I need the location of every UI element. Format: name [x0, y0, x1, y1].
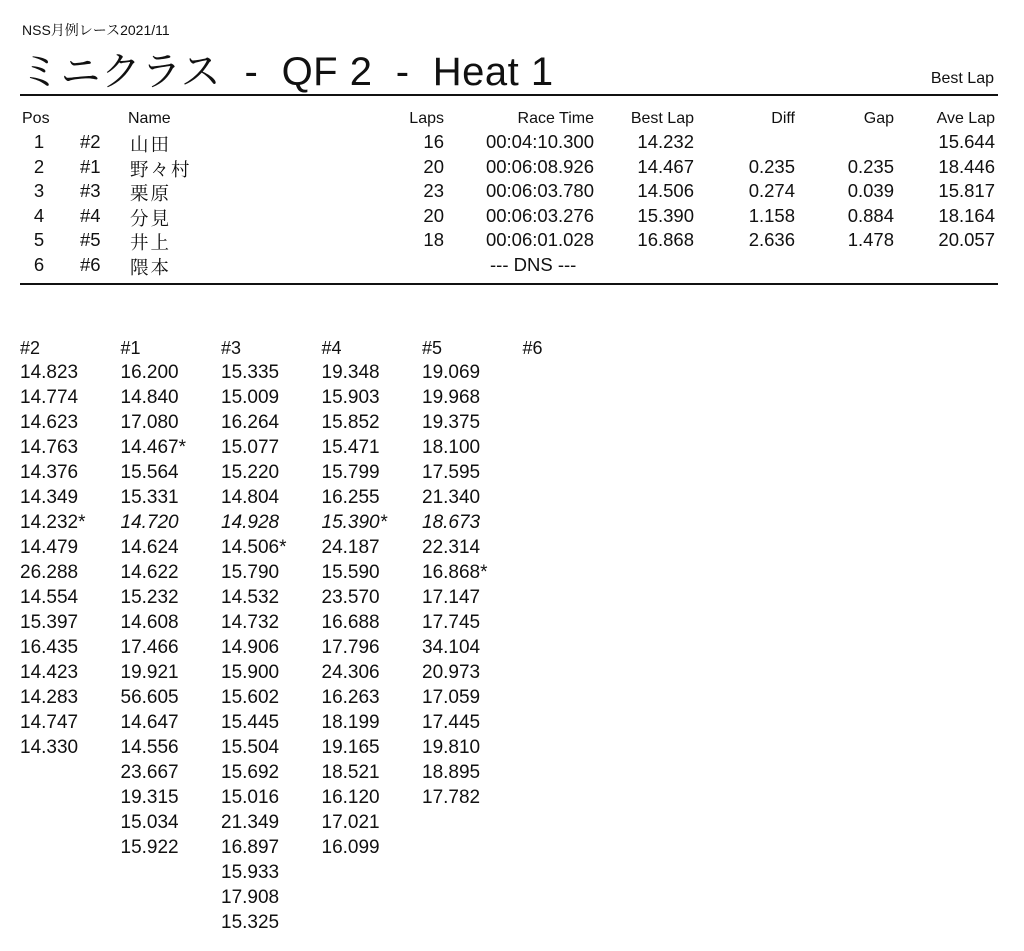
lap-time-cell: 14.376: [20, 462, 79, 483]
best-lap-note: Best Lap: [930, 70, 994, 87]
lap-time-cell: 16.897: [221, 837, 280, 858]
lap-column: [523, 338, 623, 362]
lap-time-cell: 26.288: [20, 562, 79, 583]
lap-column: [322, 338, 422, 862]
lap-time-cell: 14.467*: [120, 437, 187, 458]
lap-time-cell: 21.340: [422, 487, 481, 508]
result-laps: 23: [423, 180, 444, 201]
lap-time-cell: 14.906: [221, 637, 280, 658]
lap-time-cell: 15.933: [221, 862, 280, 883]
lap-time-cell: 14.747: [20, 712, 79, 733]
result-best-lap: 14.506: [637, 180, 694, 201]
lap-time-cell: 17.445: [422, 712, 481, 733]
lap-time-cell: 15.922: [120, 837, 179, 858]
result-car-number: #4: [80, 204, 101, 226]
lap-time-cell: 17.782: [422, 787, 481, 808]
result-best-lap: 15.390: [637, 204, 694, 226]
lap-time-cell: 16.099: [321, 837, 380, 858]
result-diff: 0.235: [748, 155, 795, 177]
result-car-number: #3: [80, 180, 101, 201]
result-driver-name: 井上: [130, 232, 172, 253]
lap-time-cell: 15.390*: [321, 512, 388, 533]
result-diff: 1.158: [748, 204, 795, 226]
lap-time-cell: 14.479: [20, 537, 79, 558]
header-rule: [20, 94, 998, 96]
result-race-time: 00:06:03.780: [485, 180, 594, 201]
result-driver-name: 山田: [130, 134, 172, 155]
result-pos: 1: [33, 131, 45, 152]
result-laps: 20: [423, 204, 444, 226]
lap-time-cell: 16.255: [321, 487, 380, 508]
result-diff: 2.636: [748, 229, 795, 250]
lap-time-cell: 15.232: [120, 587, 179, 608]
result-pos: 6: [33, 253, 45, 275]
lap-time-cell: 20.973: [422, 662, 481, 683]
lap-time-cell: 15.790: [221, 562, 280, 583]
lap-time-cell: 15.016: [221, 787, 280, 808]
lap-time-cell: 19.348: [321, 362, 380, 383]
lap-time-cell: 23.570: [321, 587, 380, 608]
lap-time-cell: 18.100: [422, 437, 481, 458]
result-car-number: #1: [80, 155, 101, 177]
result-pos: 5: [33, 229, 45, 250]
lap-time-cell: 23.667: [120, 762, 179, 783]
results-header: [0, 110, 1024, 130]
result-car-number: #2: [80, 131, 101, 152]
result-diff: 0.274: [748, 180, 795, 201]
result-best-lap: 14.467: [637, 155, 694, 177]
lap-time-cell: 14.232*: [20, 512, 86, 533]
lap-time-cell: 18.895: [422, 762, 481, 783]
lap-time-cell: 16.120: [321, 787, 380, 808]
result-driver-name: 隈本: [130, 256, 172, 278]
lap-time-cell: 15.692: [221, 762, 280, 783]
results-table: [0, 131, 1024, 278]
result-laps: 18: [423, 229, 444, 250]
lap-time-cell: 17.080: [120, 412, 179, 433]
lap-time-cell: 15.504: [221, 737, 280, 758]
lap-time-cell: 15.397: [20, 612, 79, 633]
lap-time-cell: 16.264: [221, 412, 280, 433]
lap-column: [422, 338, 522, 812]
result-car-number: #6: [80, 253, 101, 275]
result-gap: 1.478: [847, 229, 894, 250]
lap-time-cell: 17.466: [120, 637, 179, 658]
lap-time-cell: 14.774: [20, 387, 79, 408]
result-row-dns: [0, 254, 1024, 279]
result-row: [0, 156, 1024, 181]
lap-time-cell: 14.349: [20, 487, 79, 508]
result-row: [0, 131, 1024, 156]
lap-time-cell: 14.423: [20, 662, 79, 683]
lap-time-cell: 18.199: [321, 712, 380, 733]
lap-time-cell: 15.335: [221, 362, 280, 383]
lap-time-cell: 56.605: [120, 687, 179, 708]
lap-time-cell: 15.009: [221, 387, 280, 408]
column-header-ave-lap: Ave Lap: [936, 110, 995, 127]
lap-time-cell: 19.968: [422, 387, 481, 408]
report-title: ミニクラス - QF 2 - Heat 1: [20, 50, 554, 94]
result-car-number: #5: [80, 229, 101, 250]
lap-time-cell: 14.556: [120, 737, 179, 758]
report-subtitle: NSS月例レース2021/11: [22, 22, 170, 38]
lap-time-cell: 19.315: [120, 787, 179, 808]
lap-time-cell: 19.375: [422, 412, 481, 433]
result-gap: 0.235: [847, 155, 894, 177]
lap-time-cell: 15.034: [120, 812, 179, 833]
lap-time-cell: 15.220: [221, 462, 280, 483]
lap-time-cell: 14.928: [221, 512, 280, 533]
result-ave-lap: 18.446: [938, 155, 995, 177]
lap-column: [121, 338, 221, 862]
column-header-diff: Diff: [771, 110, 795, 127]
lap-time-cell: 15.331: [120, 487, 179, 508]
lap-time-cell: 14.623: [20, 412, 79, 433]
lap-time-cell: 15.325: [221, 912, 280, 933]
result-pos: 2: [33, 155, 45, 177]
lap-time-cell: 22.314: [422, 537, 481, 558]
lap-time-cell: 21.349: [221, 812, 280, 833]
lap-time-cell: 14.624: [120, 537, 179, 558]
lap-time-cell: 14.532: [221, 587, 280, 608]
column-header-gap: Gap: [863, 110, 894, 127]
lap-time-cell: 19.165: [321, 737, 380, 758]
result-ave-lap: 20.057: [938, 229, 995, 250]
result-laps: 16: [423, 131, 444, 152]
column-header-name: Name: [128, 110, 171, 127]
result-gap: 0.039: [847, 180, 894, 201]
lap-time-cell: 14.804: [221, 487, 280, 508]
result-ave-lap: 15.817: [938, 180, 995, 201]
result-row: [0, 229, 1024, 254]
lap-time-cell: 16.263: [321, 687, 380, 708]
result-race-time: 00:06:03.276: [485, 204, 594, 226]
lap-time-cell: 15.799: [321, 462, 380, 483]
lap-column: [221, 338, 321, 937]
lap-time-cell: 19.921: [120, 662, 179, 683]
result-ave-lap: 15.644: [938, 131, 995, 152]
lap-time-cell: 15.564: [120, 462, 179, 483]
lap-time-cell: 15.852: [321, 412, 380, 433]
result-best-lap: 14.232: [637, 131, 694, 152]
lap-time-cell: 15.471: [321, 437, 380, 458]
lap-time-cell: 15.590: [321, 562, 380, 583]
lap-time-cell: 17.021: [321, 812, 380, 833]
lap-column-header: #6: [522, 338, 543, 358]
lap-time-cell: 15.900: [221, 662, 280, 683]
lap-time-cell: 18.673: [422, 512, 481, 533]
column-header-best-lap: Best Lap: [630, 110, 694, 127]
lap-time-cell: 14.283: [20, 687, 79, 708]
lap-column: [20, 338, 120, 762]
result-driver-name: 分見: [130, 207, 172, 229]
lap-column-header: #5: [422, 338, 443, 358]
lap-time-cell: 17.908: [221, 887, 280, 908]
lap-time-cell: 19.810: [422, 737, 481, 758]
dns-status: --- DNS ---: [490, 253, 577, 275]
result-race-time: 00:06:08.926: [485, 155, 594, 177]
lap-time-cell: 24.306: [321, 662, 380, 683]
lap-time-cell: 14.554: [20, 587, 79, 608]
lap-time-cell: 17.745: [422, 612, 481, 633]
lap-time-cell: 16.868*: [422, 562, 488, 583]
lap-time-cell: 15.445: [221, 712, 280, 733]
result-race-time: 00:04:10.300: [485, 131, 594, 152]
lap-time-cell: 14.647: [120, 712, 179, 733]
column-header-race-time: Race Time: [517, 110, 594, 127]
lap-time-cell: 14.823: [20, 362, 79, 383]
lap-time-cell: 14.330: [20, 737, 79, 758]
lap-time-cell: 14.763: [20, 437, 79, 458]
lap-time-cell: 16.200: [120, 362, 179, 383]
results-rule: [20, 283, 998, 285]
lap-time-cell: 34.104: [422, 637, 481, 658]
result-race-time: 00:06:01.028: [485, 229, 594, 250]
result-best-lap: 16.868: [637, 229, 694, 250]
lap-time-cell: 17.595: [422, 462, 481, 483]
result-driver-name: 野々村: [130, 158, 192, 180]
result-row: [0, 180, 1024, 205]
result-laps: 20: [423, 155, 444, 177]
column-header-laps: Laps: [409, 110, 444, 127]
lap-time-cell: 14.732: [221, 612, 280, 633]
lap-time-cell: 14.622: [120, 562, 179, 583]
lap-column-header: #3: [221, 338, 242, 358]
lap-column-header: #4: [321, 338, 342, 358]
result-ave-lap: 18.164: [938, 204, 995, 226]
lap-column-header: #1: [120, 338, 141, 358]
result-pos: 3: [33, 180, 45, 201]
lap-time-cell: 14.608: [120, 612, 179, 633]
lap-time-cell: 19.069: [422, 362, 481, 383]
lap-time-cell: 14.720: [120, 512, 179, 533]
result-driver-name: 栗原: [130, 183, 172, 204]
result-gap: 0.884: [847, 204, 894, 226]
lap-time-cell: 15.903: [321, 387, 380, 408]
lap-time-cell: 17.147: [422, 587, 481, 608]
lap-time-cell: 15.602: [221, 687, 280, 708]
lap-time-cell: 15.077: [221, 437, 280, 458]
lap-time-cell: 17.059: [422, 687, 481, 708]
result-pos: 4: [33, 204, 45, 226]
lap-time-cell: 14.506*: [221, 537, 287, 558]
lap-time-cell: 14.840: [120, 387, 179, 408]
column-header-pos: Pos: [22, 110, 50, 127]
lap-time-cell: 17.796: [321, 637, 380, 658]
lap-time-cell: 16.435: [20, 637, 79, 658]
lap-time-cell: 18.521: [321, 762, 380, 783]
lap-time-cell: 24.187: [321, 537, 380, 558]
lap-column-header: #2: [20, 338, 41, 358]
lap-time-cell: 16.688: [321, 612, 380, 633]
result-row: [0, 205, 1024, 230]
